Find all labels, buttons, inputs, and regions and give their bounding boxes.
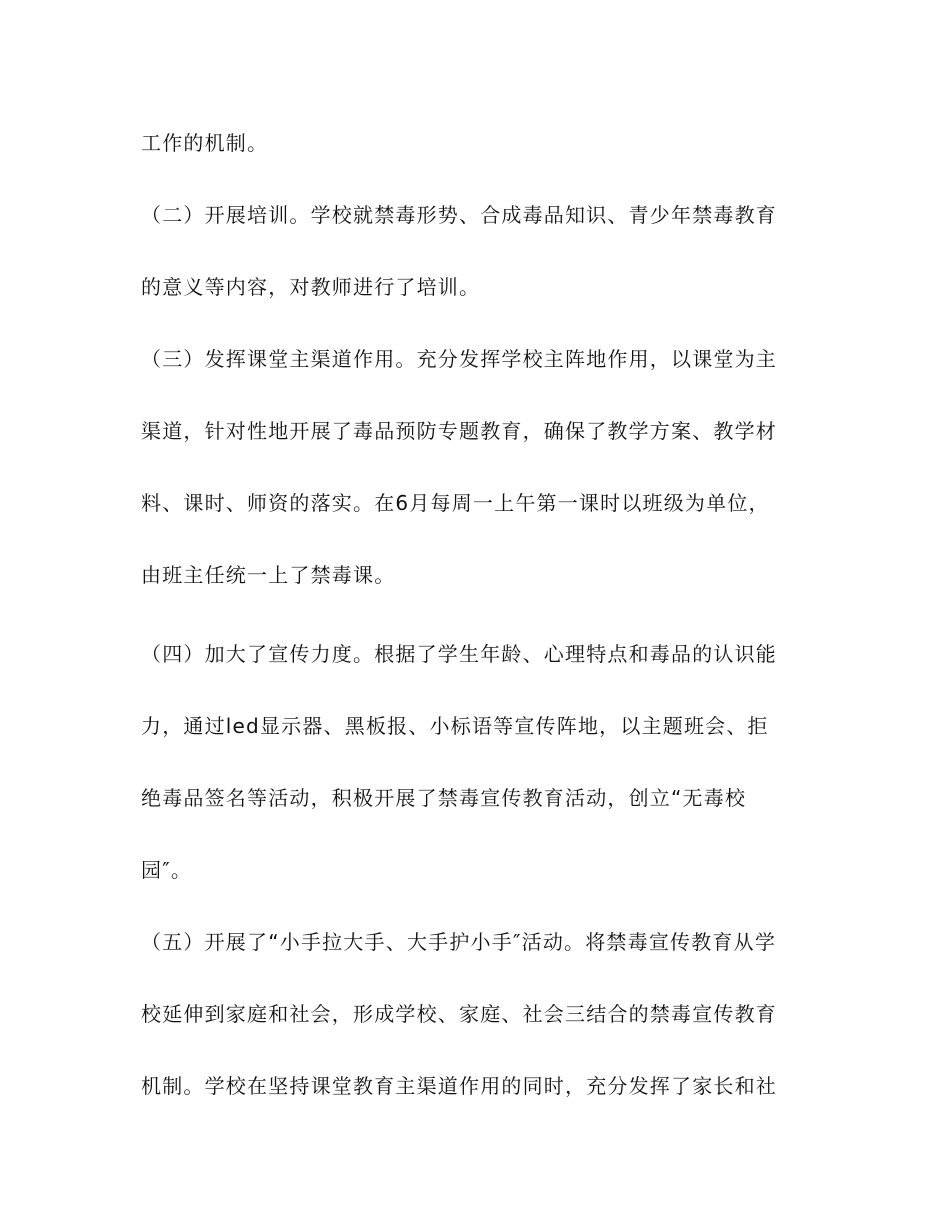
paragraph-line: 机制。学校在坚持课堂教育主渠道作用的同时，充分发挥了家长和社 xyxy=(141,1074,777,1098)
paragraph-line: （二）开展培训。学校就禁毒形势、合成毒品知识、青少年禁毒教育 xyxy=(141,203,777,227)
paragraph-line: 渠道，针对性地开展了毒品预防专题教育，确保了教学方案、教学材 xyxy=(141,419,777,443)
paragraph-line: （四）加大了宣传力度。根据了学生年龄、心理特点和毒品的认识能 xyxy=(141,642,777,666)
paragraph-line: 料、课时、师资的落实。在6月每周一上午第一课时以班级为单位， xyxy=(141,491,770,515)
paragraph-line: 绝毒品签名等活动，积极开展了禁毒宣传教育活动，创立“无毒校 xyxy=(141,786,747,810)
paragraph-line: 的意义等内容，对教师进行了培训。 xyxy=(141,275,481,299)
paragraph-line: （三）发挥课堂主渠道作用。充分发挥学校主阵地作用，以课堂为主 xyxy=(141,347,777,371)
paragraph-line: 工作的机制。 xyxy=(141,131,269,155)
paragraph-line: （五）开展了“小手拉大手、大手护小手″活动。将禁毒宣传教育从学 xyxy=(141,930,777,954)
paragraph-line: 由班主任统一上了禁毒课。 xyxy=(141,563,396,587)
paragraph-line: 校延伸到家庭和社会，形成学校、家庭、社会三结合的禁毒宣传教育 xyxy=(141,1002,777,1026)
paragraph-line: 力，通过led显示器、黑板报、小标语等宣传阵地，以主题班会、拒 xyxy=(141,714,769,738)
paragraph-line: 园″。 xyxy=(141,858,193,882)
